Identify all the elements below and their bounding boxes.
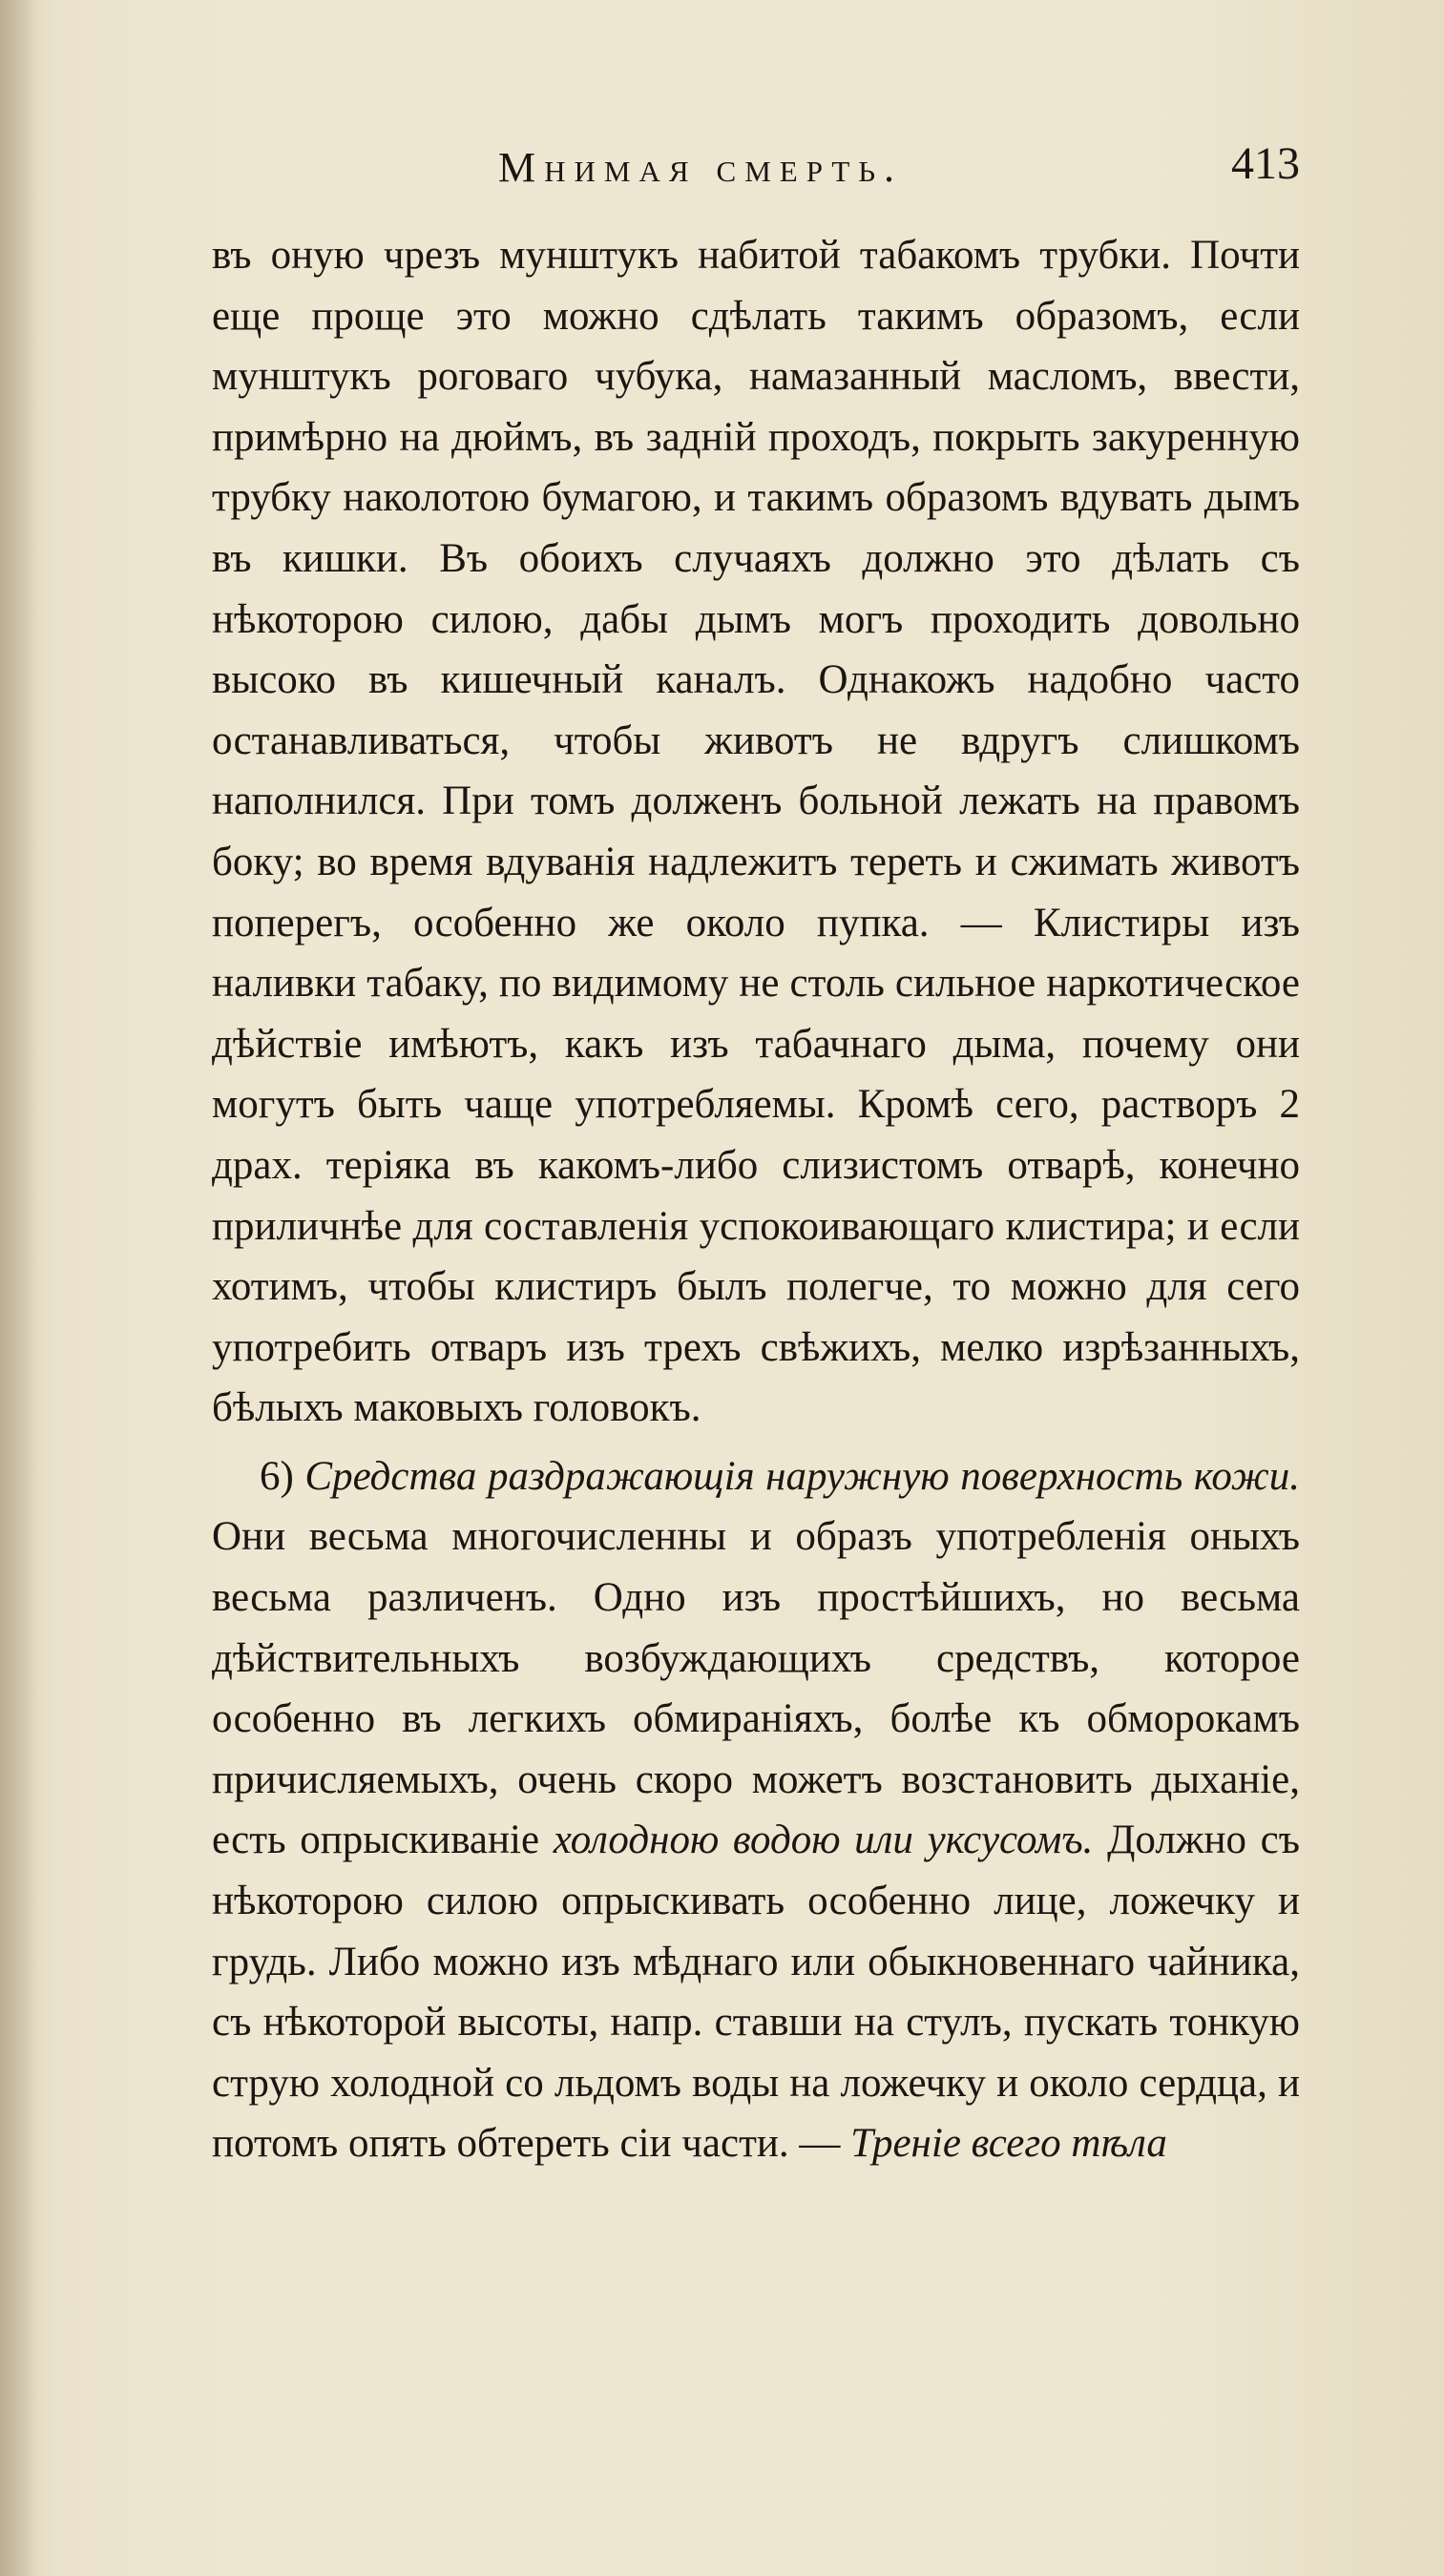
section-text-part-2: Должно съ нѣкоторою силою опрыскивать особенно лице, ложечку и грудь. Либо можно изъ мѣднаго или обыкновеннаго чайника, съ нѣкоторой высоты, напр. ставши на стулъ, пускать тонкую струю холодной со льдомъ воды на ложечку и около сердца, и потомъ опять обтереть сіи части. — (212, 1818, 1300, 2167)
section-text-italic-remedy: холодною водою или уксусомъ. (553, 1818, 1094, 1863)
spine-shadow (0, 0, 38, 2576)
page-number: 413 (1231, 138, 1300, 189)
paragraph-continuation: въ оную чрезъ мунштукъ набитой табакомъ трубки. Почти еще проще это можно сдѣлать такимъ образомъ, если мунштукъ роговаго чубука, намазанный масломъ, ввести, примѣрно на дюймъ, въ задній проходъ, покрыть закуренную трубку наколотою бумагою, и такимъ образомъ вдувать дымъ въ кишки. Въ обоихъ случаяхъ должно это дѣлать съ нѣкоторою силою, дабы дымъ могъ проходить довольно высоко въ кишечный каналъ. Однакожъ надобно часто останавливаться, чтобы животъ не вдругъ слишкомъ наполнился. При томъ долженъ больной лежать на правомъ боку; во время вдуванія надлежитъ тереть и сжимать животъ поперегъ, особенно же около пупка. — Клистиры изъ наливки табаку, по видимому не столь сильное наркотическое дѣйствіе имѣютъ, какъ изъ табачнаго дыма, почему они могутъ быть чаще употребляемы. Кромѣ сего, растворъ 2 драх. теріяка въ какомъ-либо слизистомъ отварѣ, конечно приличнѣе для составленія успокоивающаго клистира; и если хотимъ, чтобы клистиръ былъ полегче, то можно для сего употребить отваръ изъ трехъ свѣжихъ, мелко изрѣзанныхъ, бѣлыхъ маковыхъ головокъ. (212, 233, 1300, 1431)
running-head-title: Мнимая смерть. (498, 144, 904, 191)
paragraph-section-6 (212, 1446, 1300, 2174)
running-head (212, 138, 1300, 210)
body-text (212, 225, 1300, 2174)
section-heading: Средства раздражающія наружную поверхность кожи. (304, 1453, 1301, 1499)
section-text-part-1: Они весьма многочисленны и образъ употребленія оныхъ весьма различенъ. Одно изъ простѣйшихъ, но весьма дѣйствительныхъ возбуждающихъ средствъ, которое особенно въ легкихъ обмираніяхъ, болѣе къ обморокамъ причисляемыхъ, очень скоро можетъ возстановить дыханіе, есть опрыскиваніе (212, 1514, 1300, 1863)
section-number: 6) (260, 1453, 294, 1499)
section-text-italic-ending: Треніе всего тѣла (850, 2121, 1167, 2167)
